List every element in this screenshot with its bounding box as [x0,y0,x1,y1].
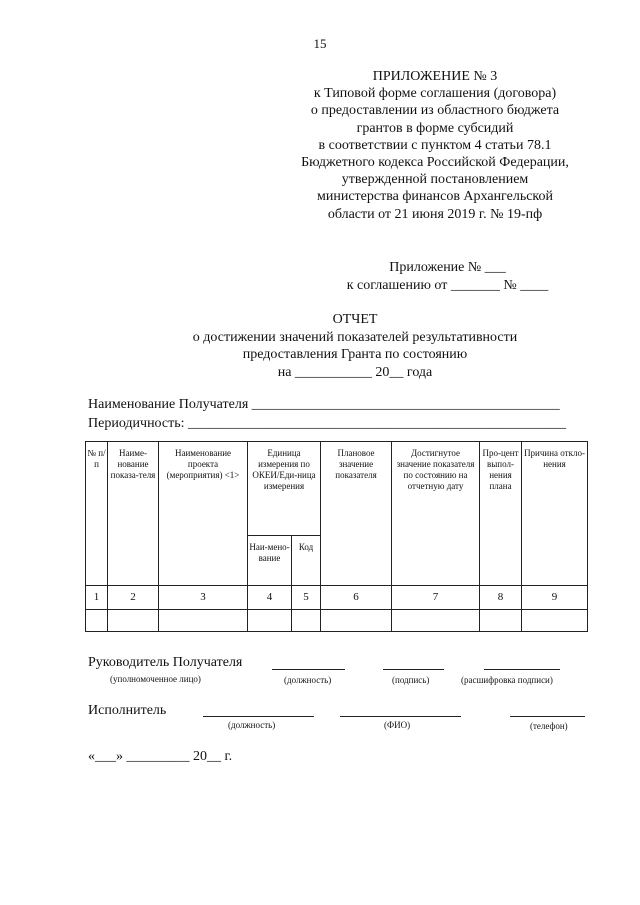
column-number: 1 [86,586,108,610]
appendix-title: ПРИЛОЖЕНИЕ № 3 [372,69,498,84]
appendix-header [290,68,580,223]
column-number: 8 [480,586,522,610]
header-unit: Единица измерения по ОКЕИ/Еди-ница измерения [248,442,321,536]
report-subtitle: о достижении значений показателей результативности [192,329,518,345]
table-cell [392,610,480,632]
appendix-line: в соответствии с пунктом 4 статьи 78.1 [318,137,552,153]
signature-caption: (подпись) [392,675,430,685]
header-num: № п/п [86,442,108,586]
head-of-recipient-label: Руководитель Получателя [88,655,243,670]
header-percent: Про-цент выпол-нения плана [480,442,522,586]
column-number: 7 [392,586,480,610]
agreement-date-number: к соглашению от _______ № ____ [346,278,549,293]
header-indicator-name: Наиме-нование показа-теля [108,442,159,586]
signature-line [383,669,444,670]
table-row [86,610,588,632]
appendix-line: грантов в форме субсидий [356,120,514,136]
agreement-appendix-number: Приложение № ___ [389,260,506,275]
report-table [85,441,588,632]
report-subtitle: предоставления Гранта по состоянию [242,347,468,362]
header-unit-code: Код [292,536,321,586]
table-cell [522,610,588,632]
executor-label: Исполнитель [88,703,167,718]
appendix-line: к Типовой форме соглашения (договора) [313,86,557,102]
authorized-person-caption: (уполномоченное лицо) [110,674,201,684]
signing-date-line: «___» _________ 20__ г. [88,749,233,764]
phone-caption: (телефон) [530,721,568,731]
position-signature-line [272,669,345,670]
column-number: 4 [248,586,292,610]
appendix-line: Бюджетного кодекса Российской Федерации, [301,155,569,171]
column-number: 6 [321,586,392,610]
report-title: ОТЧЕТ [332,312,378,327]
appendix-line: области от 21 июня 2019 г. № 19-пф [327,206,543,222]
table-cell [159,610,248,632]
appendix-line: утвержденной постановлением [341,172,529,188]
table-cell [86,610,108,632]
column-number: 2 [108,586,159,610]
executor-position-line [203,716,314,717]
appendix-line: министерства финансов Архангельской [316,189,553,205]
page-number: 15 [313,36,327,51]
table-cell [292,610,321,632]
column-number-row [86,586,588,610]
executor-phone-line [510,716,585,717]
column-number: 9 [522,586,588,610]
column-number: 3 [159,586,248,610]
report-date-line: на ___________ 20__ года [277,364,433,380]
periodicity-field: Периодичность: ______________________________________________________ [88,416,567,431]
signature-decoding-caption: (расшифровка подписи) [461,675,553,685]
table-cell [248,610,292,632]
header-achieved-value: Достигнутое значение показателя по состоянию на отчетную дату [392,442,480,586]
column-number: 5 [292,586,321,610]
signature-decoding-line [484,669,560,670]
header-deviation-reason: Причина откло-нения [522,442,588,586]
table-cell [321,610,392,632]
header-project-name: Наименование проекта (мероприятия) <1> [159,442,248,586]
header-planned-value: Плановое значение показателя [321,442,392,586]
header-unit-name: Наи-мено-вание [248,536,292,586]
recipient-name-field: Наименование Получателя ____________________________________________ [88,397,560,412]
table-cell [108,610,159,632]
position-caption: (должность) [284,675,332,685]
appendix-line: о предоставлении из областного бюджета [310,103,560,119]
fio-caption: (ФИО) [384,720,411,730]
executor-fio-line [340,716,461,717]
executor-position-caption: (должность) [228,720,276,730]
agreement-reference [340,259,555,295]
table-cell [480,610,522,632]
report-heading [120,311,590,381]
